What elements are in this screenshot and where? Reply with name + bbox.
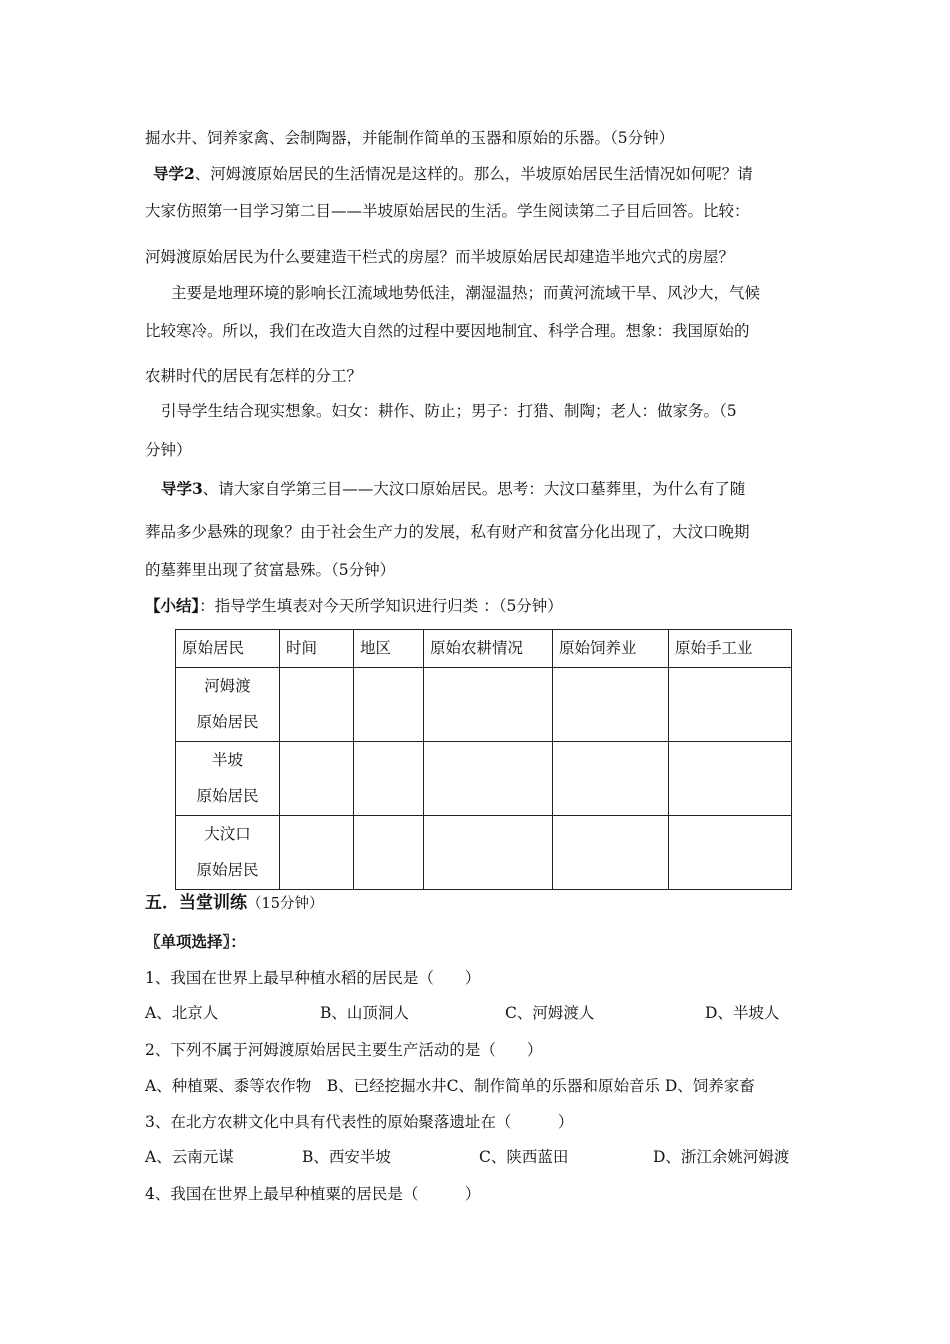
- guide3-line1: [161, 479, 745, 499]
- row-label-line1: 半坡: [211, 751, 243, 769]
- option-3d[interactable]: D、浙江余姚河姆渡: [653, 1148, 790, 1166]
- guide2-line1: [153, 164, 753, 184]
- table-header-cell: 地区: [354, 630, 424, 668]
- summary-label: 【小结】: [145, 596, 200, 615]
- row-label-line2: 原始居民: [196, 861, 259, 879]
- paragraph-intro: 掘水井、饲养家禽、会制陶器，并能制作简单的玉器和原始的乐器。（5分钟）: [145, 129, 675, 147]
- guide2-label: 导学2: [153, 164, 195, 183]
- guide2-text1: 、河姆渡原始居民的生活情况是这样的。那么，半坡原始居民生活情况如何呢？请: [194, 165, 753, 183]
- guide3-text1: 、请大家自学第三目——大汶口原始居民。思考：大汶口墓葬里，为什么有了随: [202, 480, 746, 498]
- table-row: [176, 668, 792, 742]
- option-1b[interactable]: B、山顶洞人: [320, 1004, 409, 1022]
- table-cell[interactable]: [424, 742, 553, 816]
- guide2-line3: 河姆渡原始居民为什么要建造干栏式的房屋？而半坡原始居民却建造半地穴式的房屋？: [145, 248, 735, 266]
- table-cell[interactable]: [280, 816, 354, 890]
- table-cell[interactable]: [553, 668, 669, 742]
- section-title-text: 五．当堂训练: [145, 893, 247, 913]
- guide3-line3: 的墓葬里出现了贫富悬殊。（5分钟）: [145, 561, 396, 579]
- row-label: [176, 742, 280, 816]
- table-header-cell: 时间: [280, 630, 354, 668]
- option-3b[interactable]: B、西安半坡: [302, 1148, 391, 1166]
- table-header-cell: 原始饲养业: [553, 630, 669, 668]
- option-3a[interactable]: A、云南元谋: [145, 1148, 234, 1166]
- question-3: 3、在北方农耕文化中具有代表性的原始聚落遗址在（ ）: [145, 1113, 574, 1131]
- table-cell[interactable]: [354, 816, 424, 890]
- table-cell[interactable]: [553, 742, 669, 816]
- question-4: 4、我国在世界上最早种植粟的居民是（ ）: [145, 1185, 481, 1203]
- table-cell[interactable]: [280, 668, 354, 742]
- option-1d[interactable]: D、半坡人: [705, 1004, 780, 1022]
- table-cell[interactable]: [669, 816, 792, 890]
- table-cell[interactable]: [553, 816, 669, 890]
- row-label-line1: 大汶口: [204, 825, 251, 843]
- row-label-line2: 原始居民: [196, 713, 259, 731]
- option-1a[interactable]: A、北京人: [145, 1004, 219, 1022]
- guide2-line5: 比较寒冷。所以，我们在改造大自然的过程中要因地制宜、科学合理。想象：我国原始的: [145, 322, 750, 340]
- section-time: （15分钟）: [247, 896, 324, 912]
- table-row: [176, 742, 792, 816]
- guide2-line8: 分钟）: [145, 441, 192, 459]
- guide2-line4: 主要是地理环境的影响长江流域地势低洼，潮湿温热；而黄河流域干旱、风沙大，气候: [171, 284, 761, 302]
- table-cell[interactable]: [669, 668, 792, 742]
- table-cell[interactable]: [424, 668, 553, 742]
- guide2-line2: 大家仿照第一目学习第二目——半坡原始居民的生活。学生阅读第二子目后回答。比较：: [145, 202, 750, 220]
- summary-table: [175, 629, 792, 890]
- row-label-line1: 河姆渡: [204, 677, 251, 695]
- option-1c[interactable]: C、河姆渡人: [505, 1004, 595, 1022]
- table-header-cell: 原始居民: [176, 630, 280, 668]
- table-cell[interactable]: [354, 668, 424, 742]
- guide2-line6: 农耕时代的居民有怎样的分工？: [145, 367, 363, 385]
- table-row: [176, 816, 792, 890]
- table-cell[interactable]: [354, 742, 424, 816]
- section-title: [145, 893, 323, 914]
- question-1: 1、我国在世界上最早种植水稻的居民是（ ）: [145, 969, 481, 987]
- table-header-cell: 原始手工业: [669, 630, 792, 668]
- summary-line: [145, 596, 563, 616]
- table-cell[interactable]: [424, 816, 553, 890]
- row-label-line2: 原始居民: [196, 787, 259, 805]
- guide3-label: 导学3: [161, 479, 203, 498]
- table-header-cell: 原始农耕情况: [424, 630, 553, 668]
- guide2-line7: 引导学生结合现实想象。妇女：耕作、防止；男子：打猎、制陶；老人：做家务。（5: [161, 402, 737, 420]
- guide3-line2: 葬品多少悬殊的现象？由于社会生产力的发展，私有财产和贫富分化出现了，大汶口晚期: [145, 523, 750, 541]
- option-3c[interactable]: C、陕西蓝田: [479, 1148, 569, 1166]
- table-cell[interactable]: [669, 742, 792, 816]
- table-cell[interactable]: [280, 742, 354, 816]
- question-2-options[interactable]: A、种植粟、黍等农作物 B、已经挖掘水井C、制作简单的乐器和原始音乐 D、饲养家畜: [145, 1077, 755, 1095]
- section-subtitle: 〖单项选择〗：: [145, 932, 246, 951]
- question-2: 2、下列不属于河姆渡原始居民主要生产活动的是（ ）: [145, 1041, 543, 1059]
- row-label: [176, 668, 280, 742]
- table-header-row: [176, 630, 792, 668]
- row-label: [176, 816, 280, 890]
- summary-text: ：指导学生填表对今天所学知识进行归类 ：（5分钟）: [199, 597, 563, 615]
